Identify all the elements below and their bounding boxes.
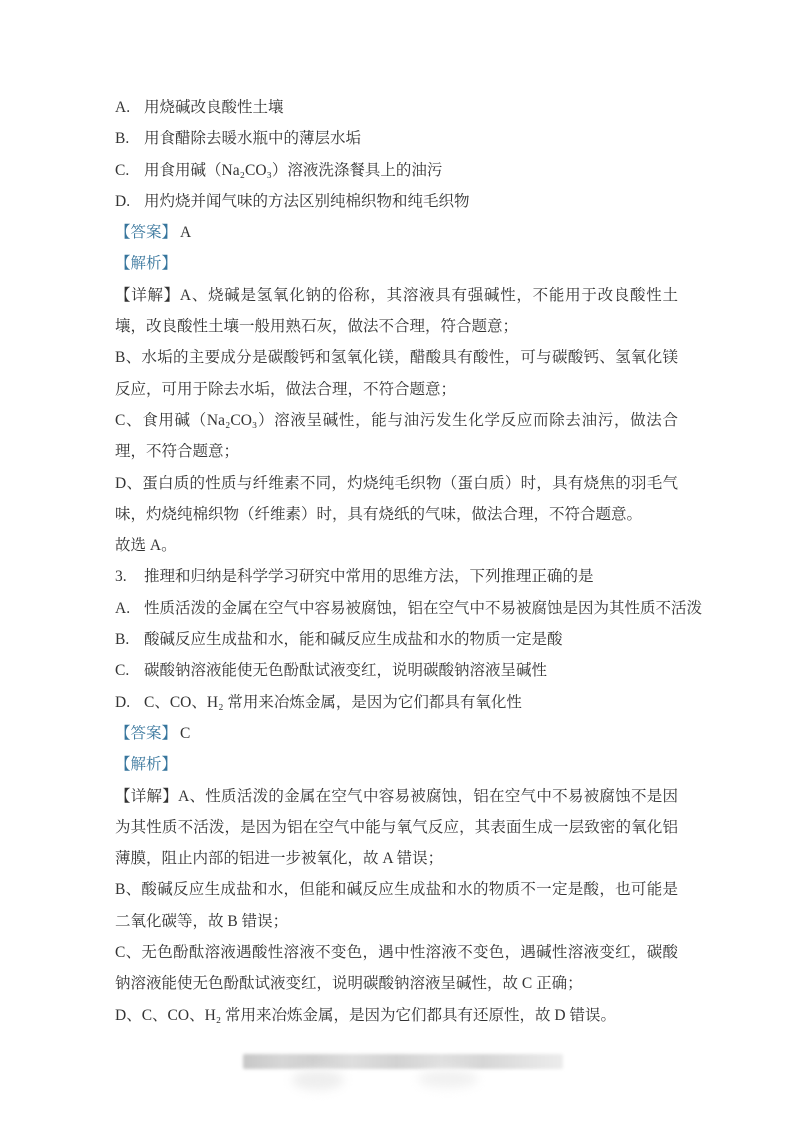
detail-label: 【详解】 [115, 787, 179, 805]
watermark-smudge [418, 1070, 478, 1088]
detail-text: A、性质活泼的金属在空气中容易被腐蚀，铝在空气中不易被腐蚀不是因为其性质不活泼，是因为铝在空气中能与氧气反应，其表面生成一层致密的氧化铝薄膜，阻止内部的铝进一步被氧化，故 A 错误； [115, 787, 678, 868]
option-text: C、CO、H₂ 常用来冶炼金属，是因为它们都具有氧化性 [144, 693, 522, 711]
detail-text: A、烧碱是氢氧化钠的俗称，其溶液具有强碱性，不能用于改良酸性土壤，改良酸性土壤一般用熟石灰，做法不合理，符合题意； [115, 286, 678, 336]
detail-paragraph: C、无色酚酞溶液遇酸性溶液不变色，遇中性溶液不变色，遇碱性溶液变红，碳酸钠溶液能使无色酚酞试液变红，说明碳酸钠溶液呈碱性，故 C 正确； [115, 944, 678, 993]
option-row-b [115, 624, 678, 655]
answer-line [115, 217, 678, 248]
question-number: 3. [115, 568, 127, 586]
option-text: 用烧碱改良酸性土壤 [144, 99, 284, 116]
option-label: D. [115, 693, 131, 711]
option-row-c [115, 655, 678, 686]
option-row-a [115, 92, 678, 123]
conclusion-line: 故选 A。 [115, 537, 177, 555]
watermark-smudge [292, 1070, 344, 1090]
option-text: 酸碱反应生成盐和水，能和碱反应生成盐和水的物质一定是酸 [144, 631, 563, 649]
option-label: C. [115, 161, 130, 179]
option-text: 性质活泼的金属在空气中容易被腐蚀，铝在空气中不易被腐蚀是因为其性质不活泼 [144, 599, 703, 617]
option-label: A. [115, 599, 131, 617]
analysis-line [115, 749, 678, 780]
detail-paragraph: D、C、CO、H₂ 常用来冶炼金属，是因为它们都具有还原性，故 D 错误。 [115, 1006, 616, 1024]
answer-value: A [180, 224, 192, 242]
option-row-d [115, 687, 678, 718]
document-content [115, 92, 703, 1031]
option-label: D. [115, 192, 131, 210]
detail-label: 【详解】 [115, 286, 180, 304]
analysis-line [115, 248, 678, 279]
detail-paragraph: C、食用碱（Na₂CO₃）溶液呈碱性，能与油污发生化学反应而除去油污，做法合理，不符合题意； [115, 411, 678, 461]
option-text: 用食醋除去暖水瓶中的薄层水垢 [144, 130, 362, 148]
watermark-blur-bar [243, 1054, 563, 1069]
option-row-d [115, 186, 678, 217]
detail-paragraph [115, 280, 678, 343]
option-label: B. [115, 631, 130, 649]
detail-paragraph: B、水垢的主要成分是碳酸钙和氢氧化镁，醋酸具有酸性，可与碳酸钙、氢氧化镁反应，可用于除去水垢，做法合理，不符合题意； [115, 349, 678, 398]
option-row-a [115, 593, 703, 624]
analysis-label: 【解析】 [115, 756, 178, 774]
option-label: C. [115, 662, 130, 680]
option-row-b [115, 123, 678, 154]
option-label: A. [115, 99, 131, 116]
detail-paragraph: D、蛋白质的性质与纤维素不同，灼烧纯毛织物（蛋白质）时，具有烧焦的羽毛气味，灼烧纯棉织物（纤维素）时，具有烧纸的气味，做法合理，不符合题意。 [115, 474, 678, 523]
question-stem-text: 推理和归纳是科学学习研究中常用的思维方法，下列推理正确的是 [144, 568, 594, 586]
answer-label: 【答案】 [115, 224, 178, 242]
option-label: B. [115, 130, 130, 148]
option-text: 用灼烧并闻气味的方法区别纯棉织物和纯毛织物 [144, 192, 470, 210]
option-text: 碳酸钠溶液能使无色酚酞试液变红，说明碳酸钠溶液呈碱性 [144, 662, 548, 680]
answer-line [115, 718, 678, 749]
detail-paragraph: B、酸碱反应生成盐和水，但能和碱反应生成盐和水的物质不一定是酸，也可能是二氧化碳等，故 B 错误； [115, 881, 678, 930]
analysis-label: 【解析】 [115, 255, 178, 273]
option-text: 用食用碱（Na₂CO₃）溶液洗涤餐具上的油污 [144, 161, 443, 179]
question-stem [115, 561, 678, 592]
answer-value: C [180, 724, 191, 742]
option-row-c [115, 155, 678, 186]
detail-paragraph [115, 781, 678, 875]
answer-label: 【答案】 [115, 724, 178, 742]
